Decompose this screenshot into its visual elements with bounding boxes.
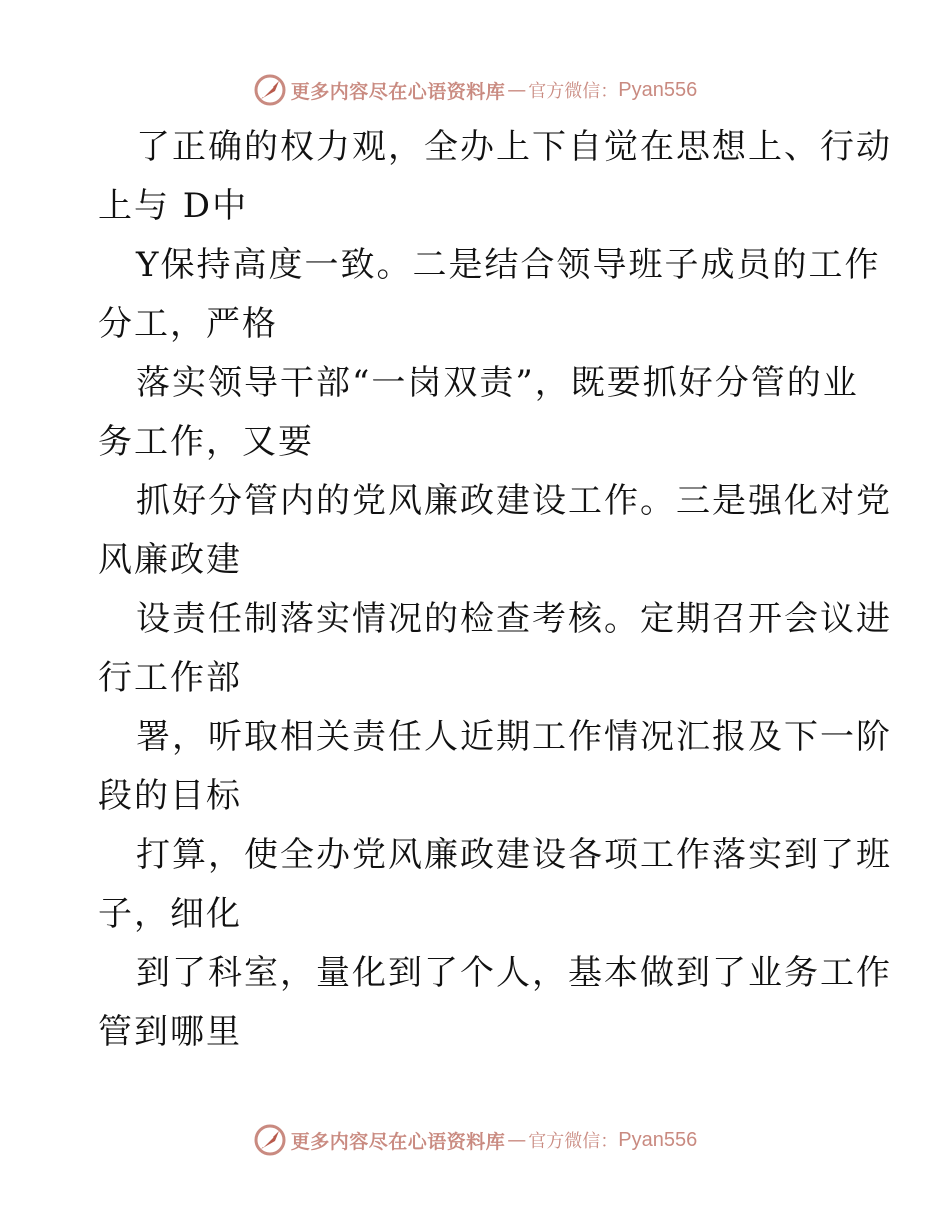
text-line: 段的目标	[98, 776, 242, 816]
text-line: 署，听取相关责任人近期工作情况汇报及下一阶	[136, 717, 892, 757]
text-line: 管到哪里	[98, 1012, 242, 1052]
watermark-dash: —	[507, 79, 527, 101]
text-line: 务工作，又要	[98, 422, 314, 462]
text-line: 上与 D中	[98, 186, 249, 226]
text-line: 行工作部	[98, 658, 242, 698]
watermark-brand: 更多内容尽在心语资料库	[290, 80, 506, 103]
text-line: 打算，使全办党风廉政建设各项工作落实到了班	[136, 835, 892, 875]
document-body	[98, 118, 892, 1062]
watermark-wechat-label: 官方微信：	[528, 81, 619, 102]
footer-watermark	[0, 1120, 950, 1160]
text-line: 落实领导干部“一岗双责”，既要抓好分管的业	[136, 363, 859, 403]
quill-logo-icon	[253, 1123, 287, 1157]
text-line: 分工，严格	[98, 304, 278, 344]
text-line: 子，细化	[98, 894, 242, 934]
text-line: 抓好分管内的党风廉政建设工作。三是强化对党	[136, 481, 892, 521]
header-watermark	[0, 70, 950, 110]
watermark-wechat-id: Pyan556	[618, 1128, 698, 1151]
watermark-dash: —	[507, 1129, 527, 1151]
watermark-brand: 更多内容尽在心语资料库	[290, 1130, 506, 1153]
quill-logo-icon	[253, 73, 287, 107]
text-line: 设责任制落实情况的检查考核。定期召开会议进	[136, 599, 892, 639]
text-line: Y保持高度一致。二是结合领导班子成员的工作	[136, 245, 881, 285]
watermark-wechat-label: 官方微信：	[528, 1131, 619, 1152]
text-line: 风廉政建	[98, 540, 242, 580]
text-line: 到了科室，量化到了个人，基本做到了业务工作	[136, 953, 892, 993]
watermark-wechat-id: Pyan556	[618, 78, 698, 101]
text-line: 了正确的权力观，全办上下自觉在思想上、行动	[136, 127, 892, 167]
